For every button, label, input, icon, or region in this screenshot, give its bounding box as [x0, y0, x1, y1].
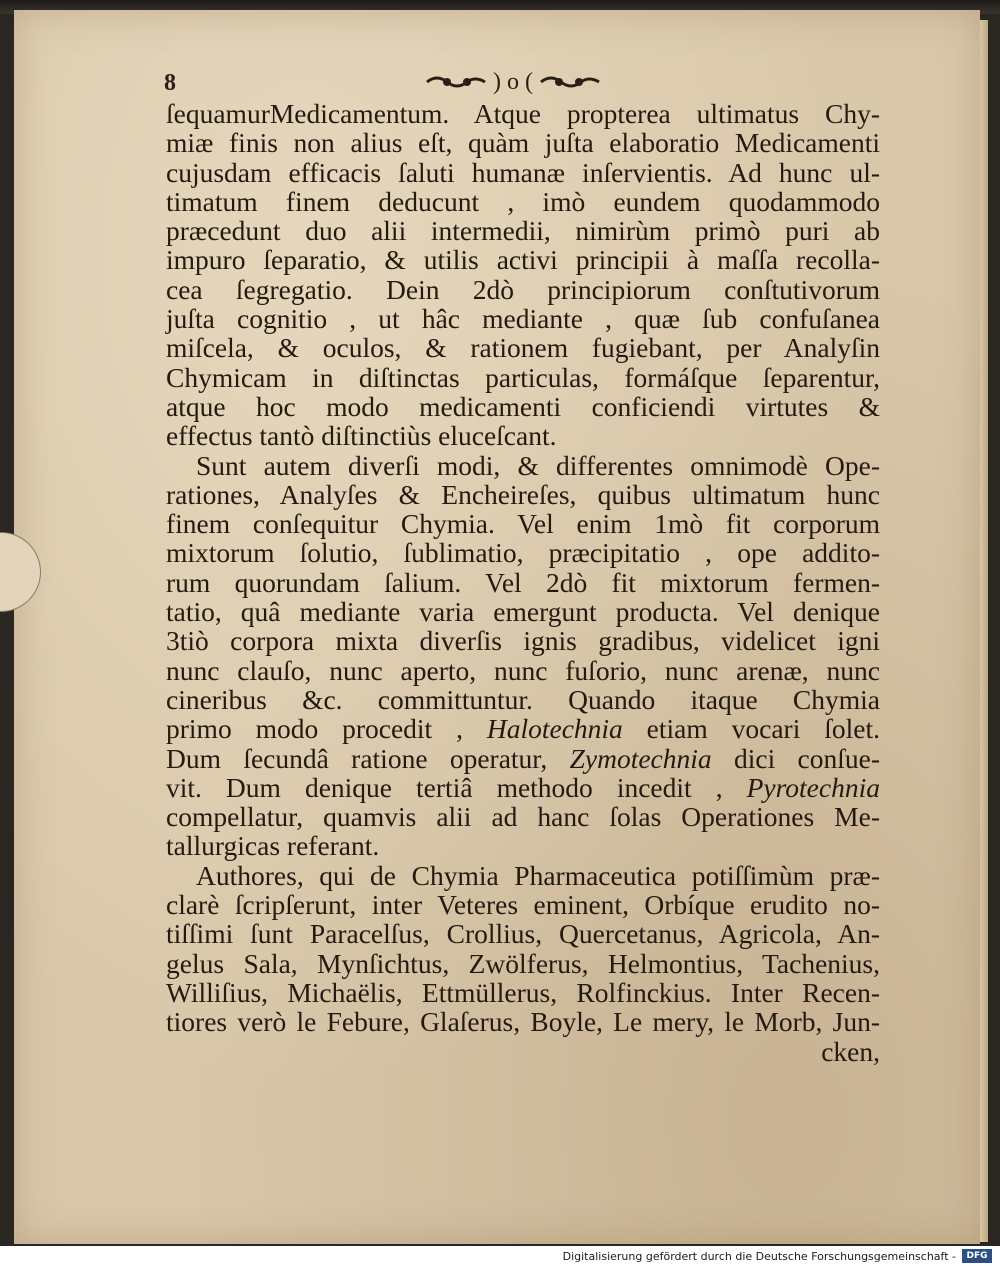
dfg-logo[interactable]: DFG [962, 1249, 992, 1263]
text-line: finem conſequitur Chymia. Vel enim 1mò fit corporum [166, 508, 880, 540]
text-line: tiores verò le Febure, Glaſerus, Boyle, Le mery, le Morb, Jun- [166, 1006, 880, 1038]
text-line: clarè ſcripſerunt, inter Veteres eminent, Orbíque erudito no- [166, 889, 880, 921]
page-number: 8 [164, 70, 176, 96]
text-line: tiſſimi ſunt Paracelſus, Crollius, Quercetanus, Agricola, An- [166, 918, 880, 950]
text-line: effectus tantò diſtinctiùs eluceſcant. [166, 420, 557, 452]
text-line: mixtorum ſolutio, ſublimatio, præcipitatio , ope addito- [166, 537, 880, 569]
text-line: rum quorundam ſalium. Vel 2dò fit mixtorum fermen- [166, 566, 880, 598]
header-ornament [425, 70, 625, 94]
text-line: Williſius, Michaëlis, Ettmüllerus, Rolfinckius. Inter Recen- [166, 976, 880, 1008]
text-line: Chymicam in diſtinctas particulas, formáſque ſeparentur, [166, 361, 880, 393]
text-line: juſta cognitio , ut hâc mediante , quæ ſub confuſanea [166, 303, 880, 335]
text-line: compellatur, quamvis alii ad hanc ſolas Operationes Me- [166, 801, 880, 833]
text-line: nunc clauſo, nunc aperto, nunc fuſorio, nunc arenæ, nunc [166, 654, 880, 686]
text-line: Sunt autem diverſi modi, & differentes omnimodè Ope- [196, 449, 880, 481]
ornament-left-icon [425, 72, 487, 92]
text-line: timatum finem deducunt , imò eundem quodammodo [166, 185, 880, 217]
text-line: tatio, quâ mediante varia emergunt producta. Vel denique [166, 596, 880, 628]
body-text [166, 99, 880, 1066]
ornament-center: ) o ( [493, 68, 533, 95]
text-line: ſequamurMedicamentum. Atque propterea ultimatus Chy- [166, 98, 880, 129]
text-line: Dum ſecundâ ratione operatur, Zymotechnia dici conſue- [166, 742, 880, 774]
text-line: primo modo procedit , Halotechnia etiam vocari ſolet. [166, 713, 880, 745]
text-line: vit. Dum denique tertiâ methodo incedit , Pyrotechnia [166, 771, 880, 803]
text-line: tallurgicas referant. [166, 830, 380, 862]
text-line: præcedunt duo alii intermedii, nimirùm primò puri ab [166, 215, 880, 247]
text-line: miſcela, & oculos, & rationem fugiebant, per Analyſin [166, 332, 880, 364]
text-line: rationes, Analyſes & Encheireſes, quibus ultimatum hunc [166, 478, 880, 510]
text-line: 3tiò corpora mixta diverſis ignis gradibus, videlicet igni [166, 625, 880, 657]
text-line: atque hoc modo medicamenti conficiendi virtutes & [166, 390, 880, 422]
footer-bar [0, 1246, 1000, 1267]
text-line: cken, [821, 1035, 880, 1067]
footer-credit: Digitalisierung gefördert durch die Deutsche Forschungsgemeinschaft - [562, 1250, 956, 1263]
text-line: miæ finis non alius eſt, quàm juſta elaboratio Medicamenti [166, 127, 880, 159]
text-line: impuro ſeparatio, & utilis activi principii à maſſa recolla- [166, 244, 880, 276]
text-line: cineribus &c. committuntur. Quando itaque Chymia [166, 683, 880, 715]
text-line: cea ſegregatio. Dein 2dò principiorum conſtutivorum [166, 273, 880, 305]
text-line: Authores, qui de Chymia Pharmaceutica potiſſimùm præ- [196, 859, 880, 891]
text-line: gelus Sala, Mynſichtus, Zwölferus, Helmontius, Tachenius, [166, 947, 880, 979]
ornament-right-icon [539, 72, 601, 92]
text-line: cujusdam efficacis ſaluti humanæ inſervientis. Ad hunc ul- [166, 156, 880, 188]
